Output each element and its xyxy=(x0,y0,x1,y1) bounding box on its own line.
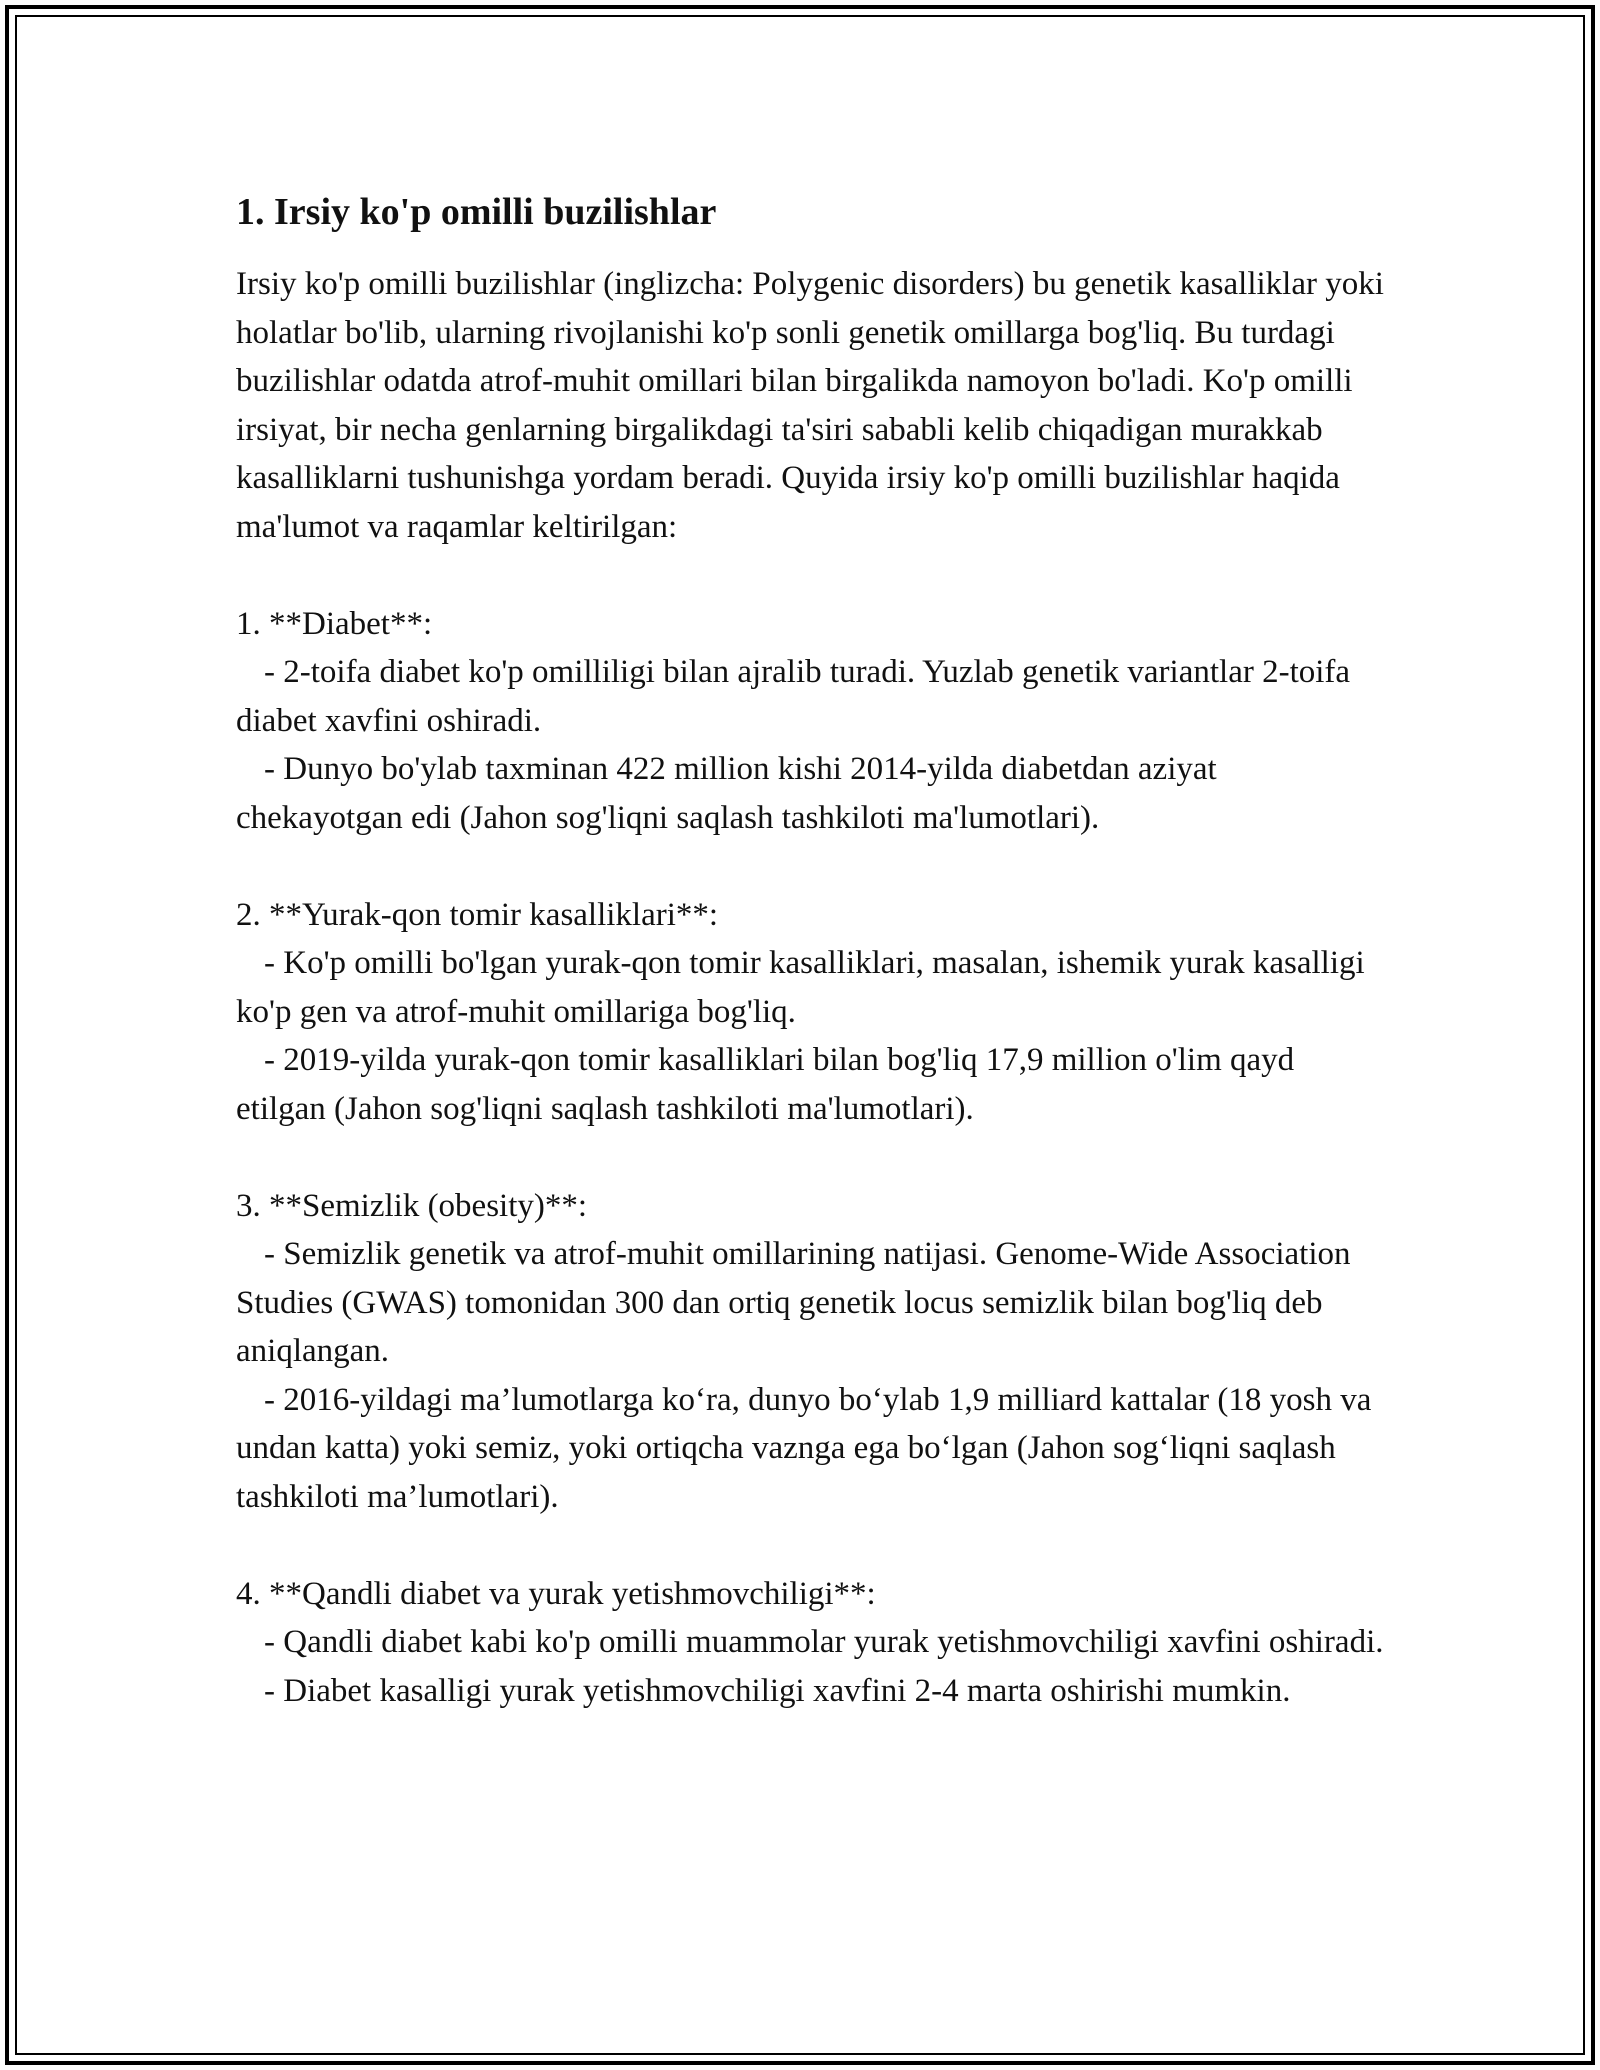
section-title: 2. **Yurak-qon tomir kasalliklari**: xyxy=(236,896,719,933)
section-title: 1. **Diabet**: xyxy=(236,605,433,642)
section-diabet xyxy=(236,600,1386,843)
section-yurak-qon-tomir xyxy=(236,891,1386,1134)
section-bullet: - Dunyo bo'ylab taxminan 422 million kishi 2014-yilda diabetdan aziyat chekayotgan edi (Jahon sog'liqni saqlash tashkiloti ma'lumotlari). xyxy=(236,751,1217,836)
section-title: 3. **Semizlik (obesity)**: xyxy=(236,1187,588,1224)
section-title: 4. **Qandli diabet va yurak yetishmovchiligi**: xyxy=(236,1575,876,1612)
document-body xyxy=(236,186,1386,1715)
section-bullet: - Diabet kasalligi yurak yetishmovchiligi xavfini 2-4 marta oshirishi mumkin. xyxy=(264,1672,1291,1709)
section-qandli-diabet xyxy=(236,1570,1386,1716)
section-bullet: - Semizlik genetik va atrof-muhit omillarining natijasi. Genome-Wide Association Studies (GWAS) tomonidan 300 dan ortiq genetik locus semizlik bilan bog'liq deb aniqlangan. xyxy=(236,1236,1351,1369)
section-semizlik xyxy=(236,1182,1386,1522)
intro-paragraph: Irsiy ko'p omilli buzilishlar (inglizcha: Polygenic disorders) bu genetik kasalliklar yoki holatlar bo'lib, ularning rivojlanishi ko'p sonli genetik omillarga bog'liq. Bu turdagi buzilishlar odatda atrof-muhit omillari bilan birgalikda namoyon bo'ladi. Ko'p omilli irsiyat, bir necha genlarning birgalikdagi ta'siri sababli kelib chiqadigan murakkab kasalliklarni tushunishga yordam beradi. Quyida irsiy ko'p omilli buzilishlar haqida ma'lumot va raqamlar keltirilgan: xyxy=(236,266,1384,545)
section-bullet: - 2019-yilda yurak-qon tomir kasalliklari bilan bog'liq 17,9 million o'lim qayd etilgan (Jahon sog'liqni saqlash tashkiloti ma'lumotlari). xyxy=(236,1042,1295,1127)
section-bullet: - 2-toifa diabet ko'p omilliligi bilan ajralib turadi. Yuzlab genetik variantlar 2-toifa diabet xavfini oshiradi. xyxy=(236,654,1351,739)
section-bullet: - Ko'p omilli bo'lgan yurak-qon tomir kasalliklari, masalan, ishemik yurak kasalligi ko'p gen va atrof-muhit omillariga bog'liq. xyxy=(236,945,1365,1030)
section-bullet: - 2016-yildagi ma’lumotlarga ko‘ra, dunyo bo‘ylab 1,9 milliard kattalar (18 yosh va undan katta) yoki semiz, yoki ortiqcha vaznga ega bo‘lgan (Jahon sog‘liqni saqlash tashkiloti ma’lumotlari). xyxy=(236,1381,1372,1515)
document-heading: 1. Irsiy ko'p omilli buzilishlar xyxy=(236,191,717,233)
section-bullet: - Qandli diabet kabi ko'p omilli muammolar yurak yetishmovchiligi xavfini oshiradi. xyxy=(264,1624,1384,1660)
